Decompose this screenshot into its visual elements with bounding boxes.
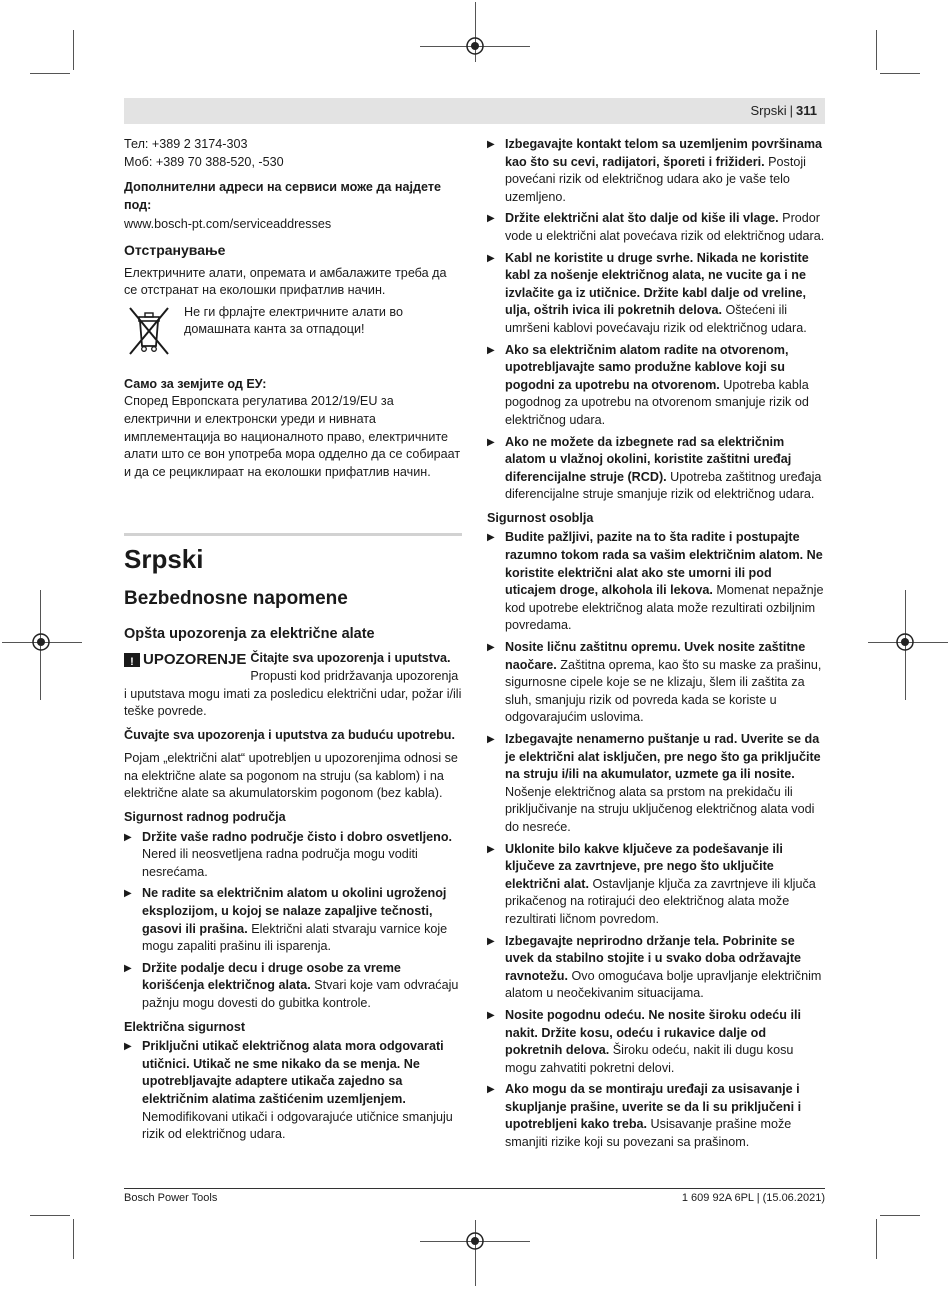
mobile-line: Моб: +389 70 388-520, -530 xyxy=(124,154,284,169)
phone-line: Тел: +389 2 3174-303 xyxy=(124,137,248,151)
list-item xyxy=(487,841,825,929)
list-item xyxy=(487,1007,825,1077)
bullet-arrow-icon: ▶ xyxy=(487,1084,495,1096)
item-text: Upotreba kabla pogodnog za upotrebu na otvorenom smanjuje rizik od električnog udara. xyxy=(505,377,809,427)
bullet-arrow-icon: ▶ xyxy=(487,935,495,947)
list-item xyxy=(487,933,825,1003)
bullet-arrow-icon: ▶ xyxy=(487,213,495,225)
bin-text: Не ги фрлајте електричните алати во домашната канта за отпадоци! xyxy=(184,304,403,337)
item-bold: Držite električni alat što dalje od kiše ili vlage. xyxy=(505,211,779,226)
language-title: Srpski xyxy=(124,544,204,575)
keep-instructions: Čuvajte sva upozorenja i uputstva za buduću upotrebu. xyxy=(124,727,455,742)
list-item xyxy=(487,434,825,504)
bullet-arrow-icon: ▶ xyxy=(487,642,495,654)
header-text xyxy=(751,103,818,118)
warning-label xyxy=(124,650,246,670)
list-item xyxy=(487,342,825,430)
item-bold: Ako sa električnim alatom radite na otvorenom, upotrebljavajte samo produžne kablove koji su pogodni za upotrebu na otvorenom. xyxy=(505,342,789,392)
general-warnings-title: Opšta upozorenja za električne alate xyxy=(124,626,375,643)
item-bold: Ne radite sa električnim alatom u okolini ugroženoj eksplozijom, u kojoj se nalaze zapaljive tečnosti, gasovi ili prašina. xyxy=(142,886,447,936)
bullet-arrow-icon: ▶ xyxy=(487,1009,495,1021)
term-definition: Pojam „električni alat“ upotrebljen u upozorenjima odnosi se na električne alate sa pogonom na struju (sa kablom) i na električne alate sa akumulatorskim pogonom (bez kabla). xyxy=(124,751,458,801)
warning-triangle-icon xyxy=(124,653,140,667)
page-number: 311 xyxy=(796,103,817,118)
left-column xyxy=(124,136,462,1148)
item-text: Nošenje električnog alata sa prstom na prekidaču ili priključivanje na struju uključenog električnog alata vodi do nesreće. xyxy=(505,784,815,834)
footer-publisher: Bosch Power Tools xyxy=(124,1192,218,1204)
eu-heading: Само за земјите од ЕУ: xyxy=(124,376,267,391)
item-bold: Držite vaše radno područje čisto i dobro osvetljeno. xyxy=(142,829,453,844)
header-language: Srpski xyxy=(750,103,787,118)
item-bold: Priključni utikač električnog alata mora odgovarati utičnici. Utikač ne sme nikako da se menja. Ne upotrebljavajte adaptere utikača zajedno sa električnim alatima zaštićenim uzemljenjem. xyxy=(142,1039,444,1106)
registration-mark-icon xyxy=(465,36,485,56)
registration-mark-icon xyxy=(465,1231,485,1251)
bullet-arrow-icon: ▶ xyxy=(487,843,495,855)
item-bold: Nosite pogodnu odeću. Ne nosite široku odeću ili nakit. Držite kosu, odeću i rukavice dalje od pokretnih delova. xyxy=(505,1007,801,1058)
item-text: Zaštitna oprema, kao što su maske za prašinu, sigurnosne cipele koje se ne klizaju, šlem ili zaštita za sluh, smanjuju rizik od povreda kada se koriste u odgovarajućim uslovima. xyxy=(505,657,822,725)
bullet-arrow-icon: ▶ xyxy=(487,436,495,448)
crop-mark xyxy=(30,1215,70,1216)
bullet-arrow-icon: ▶ xyxy=(124,1041,132,1053)
item-text: Prodor vode u električni alat povećava rizik od električnog udara. xyxy=(505,211,825,243)
bullet-arrow-icon: ▶ xyxy=(487,252,495,264)
item-text: Široku odeću, nakit ili dugu kosu mogu zahvatiti pokretni delovi. xyxy=(505,1043,794,1075)
warning-block xyxy=(124,650,462,720)
crossed-bin-icon xyxy=(124,304,174,358)
item-bold: Držite podalje decu i druge osobe za vreme korišćenja električnog alata. xyxy=(142,960,401,993)
crop-mark xyxy=(876,1219,877,1259)
electrical-list-left xyxy=(124,1038,462,1144)
svg-text:!: ! xyxy=(130,656,134,668)
crop-mark xyxy=(73,30,74,70)
right-column xyxy=(487,136,825,1156)
bullet-arrow-icon: ▶ xyxy=(487,532,495,544)
footer-doc-id: 1 609 92A 6PL | (15.06.2021) xyxy=(681,1192,825,1204)
list-item xyxy=(487,250,825,338)
section-divider xyxy=(124,533,462,574)
electrical-list-right xyxy=(487,136,825,504)
list-item xyxy=(487,529,825,635)
personal-safety-heading: Sigurnost osoblja xyxy=(487,510,594,525)
item-bold: Izbegavajte nenamerno puštanje u rad. Uverite se da je električni alat isključen, pre nego što ga priključite na struju i/ili na akumulator, uzmete ga ili nosite. xyxy=(505,732,821,782)
list-item xyxy=(487,136,825,206)
item-bold: Izbegavajte neprirodno držanje tela. Pobrinite se uvek da stabilno stojite i u svako doba održavajte ravnotežu. xyxy=(505,933,802,983)
item-text: Postoji povećani rizik od električnog udara ako je vaše telo uzemljeno. xyxy=(505,154,806,204)
personal-safety-list xyxy=(487,529,825,1151)
item-text: Upotreba zaštitnog uređaja diferencijalne struje smanjuje rizik od električnog udara. xyxy=(505,469,822,502)
item-bold: Budite pažljivi, pazite na to šta radite i postupajte razumno tokom rada sa vašim električnim alatom. Ne koristite električni alat ako ste umorni ili pod uticajem droge, alkohola ili lekova. xyxy=(505,530,823,598)
disposal-text: Електричните алати, опремата и амбалажите треба да се отстранат на еколошки прифатлив начин. xyxy=(124,265,447,298)
item-text: Električni alati stvaraju varnice koje mogu zapaliti prašinu ili isparenja. xyxy=(142,921,448,954)
bullet-arrow-icon: ▶ xyxy=(124,962,132,974)
crop-mark xyxy=(880,73,920,74)
item-bold: Izbegavajte kontakt telom sa uzemljenim površinama kao što su cevi, radijatori, šporeti i frižideri. xyxy=(505,137,823,169)
safety-title: Bezbednosne napomene xyxy=(124,588,348,610)
bullet-arrow-icon: ▶ xyxy=(487,734,495,745)
header-separator: | xyxy=(789,103,794,118)
list-item xyxy=(487,731,825,837)
work-area-heading: Sigurnost radnog područja xyxy=(124,810,286,825)
registration-mark-icon xyxy=(895,632,915,652)
item-text: Oštećeni ili umršeni kablovi povećavaju rizik od električnog udara. xyxy=(505,303,807,335)
item-text: Momenat nepažnje kod upotrebe električnog alata može rezultirati ozbiljnim povredama. xyxy=(505,583,824,633)
disposal-note xyxy=(124,304,462,358)
crop-mark xyxy=(876,30,877,70)
electrical-heading: Električna sigurnost xyxy=(124,1019,246,1034)
item-text: Usisavanje prašine može smanjiti rizike koji su povezani sa prašinom. xyxy=(505,1117,792,1150)
page-header xyxy=(124,98,825,124)
crop-mark xyxy=(880,1215,920,1216)
item-text: Nemodifikovani utikači i odgovarajuće utičnice smanjuju rizik od električnog udara. xyxy=(142,1109,453,1142)
bullet-arrow-icon: ▶ xyxy=(124,888,132,900)
list-item xyxy=(124,885,462,955)
service-url[interactable]: www.bosch-pt.com/serviceaddresses xyxy=(124,217,332,232)
crop-mark xyxy=(30,73,70,74)
list-item xyxy=(124,960,462,1013)
warning-text: Propusti kod pridržavanja upozorenja i uputstava mogu imati za posledicu električni udar, požar i/ili teške povrede. xyxy=(124,668,462,719)
crop-mark xyxy=(73,1219,74,1259)
work-area-list xyxy=(124,829,462,1013)
registration-mark-icon xyxy=(31,632,51,652)
disposal-heading: Отстранување xyxy=(124,241,226,258)
crop-mark xyxy=(475,1220,476,1286)
item-bold: Uklonite bilo kakve ključeve za podešavanje ili ključeve za zavrtnjeve, pre nego što uključite električni alat. xyxy=(505,841,783,891)
list-item xyxy=(124,1038,462,1144)
item-text: Nered ili neosvetljena radna područja mogu voditi nesrećama. xyxy=(142,847,418,879)
list-item xyxy=(487,639,825,727)
eu-text: Според Европската регулатива 2012/19/EU за електрични и електронски уреди и нивната имплементација во националното право, електричните алати што се вон употреба мора одделно да се собираат и да се рециклираат на еколошки прифатлив начин. xyxy=(124,394,461,479)
item-bold: Ako ne možete da izbegnete rad sa električnim alatom u vlažnoj okolini, koristite zaštitni uređaj diferencijalne struje (RCD). xyxy=(505,434,792,484)
item-text: Ostavljanje ključa za zavrtnjeve ili ključa prikačenog na rotirajući deo električnog alata može rezultirati ličnom povredom. xyxy=(505,876,816,926)
item-bold: Nosite ličnu zaštitnu opremu. Uvek nosite zaštitne naočare. xyxy=(505,640,806,672)
list-item xyxy=(487,1081,825,1151)
service-label: Дополнителни адреси на сервиси може да најдете под: xyxy=(124,180,442,212)
item-text: Stvari koje vam odvraćaju pažnju mogu dovesti do gubitka kontrole. xyxy=(142,978,459,1010)
item-text: Ovo omogućava bolje upravljanje električnim alatom u neočekivanim situacijama. xyxy=(505,968,822,1001)
item-bold: Kabl ne koristite u druge svrhe. Nikada ne koristite kabl za nošenje električnog alata, ne vucite ga i ne izvlačite ga iz utičnice. Držite kabl dalje od vreline, ulja, oštrih ivica ili pokretnih delova. xyxy=(505,250,809,318)
warning-word: UPOZORENJE xyxy=(143,651,247,669)
bullet-arrow-icon: ▶ xyxy=(487,139,495,150)
list-item xyxy=(124,829,462,882)
footer-rule xyxy=(124,1188,825,1189)
warning-bold: Čitajte sva upozorenja i uputstva. xyxy=(250,651,451,666)
bullet-arrow-icon: ▶ xyxy=(124,831,132,843)
bullet-arrow-icon: ▶ xyxy=(487,344,495,356)
list-item xyxy=(487,210,825,245)
item-bold: Ako mogu da se montiraju uređaji za usisavanje i skupljanje prašine, uverite se da li su priključeni i upotrebljeni kako treba. xyxy=(505,1082,802,1132)
